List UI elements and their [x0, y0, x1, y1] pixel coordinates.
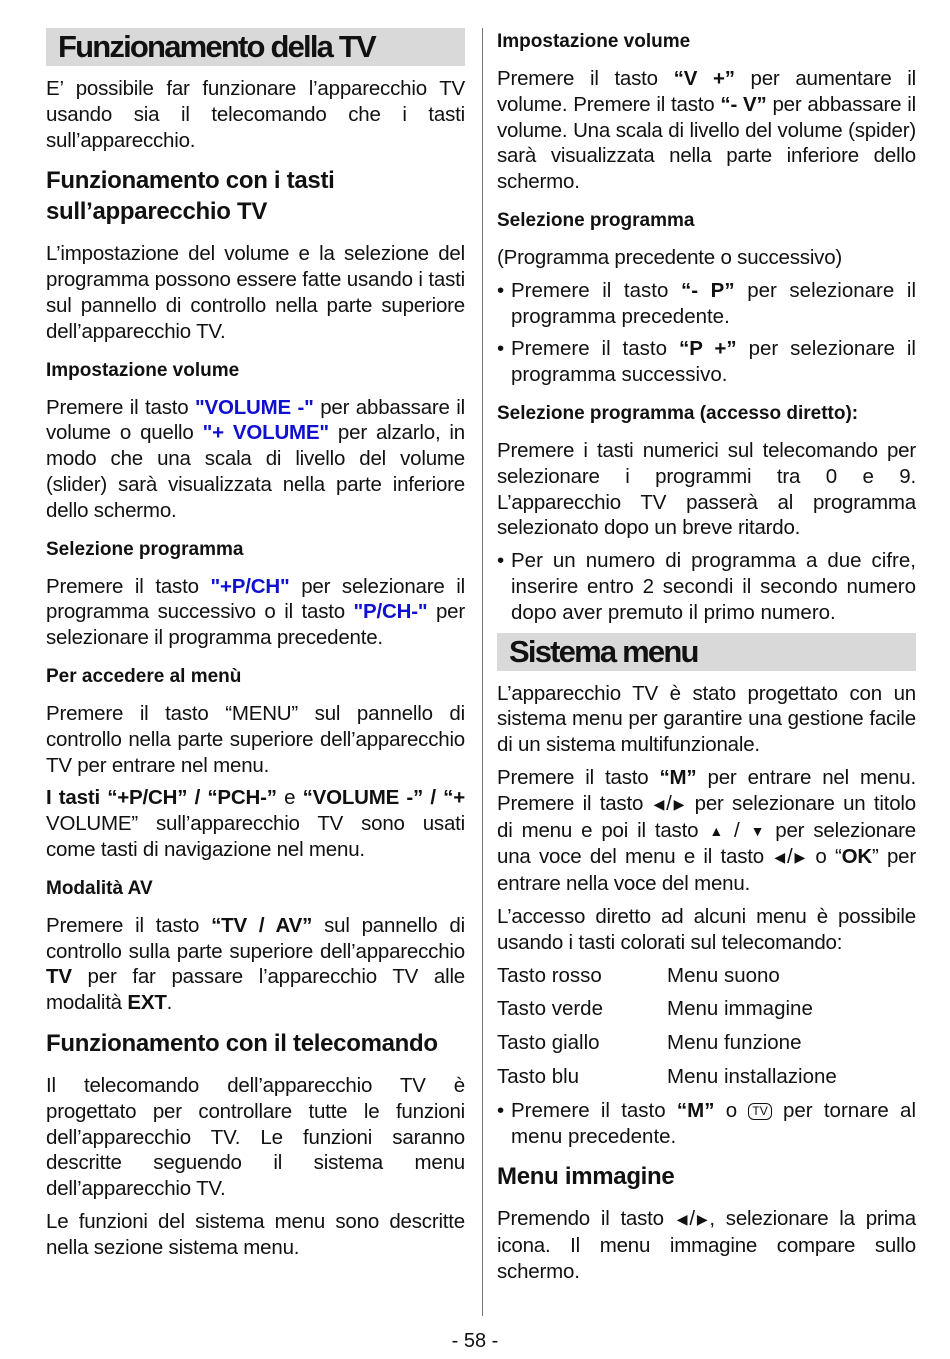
text: Premere il tasto — [511, 1098, 677, 1122]
text: Premere il tasto — [511, 337, 679, 361]
bold-text: "+P/CH" — [210, 574, 290, 598]
bullet-marker: • — [497, 337, 505, 361]
paragraph — [46, 395, 465, 524]
bold-text: "+ VOLUME" — [202, 421, 329, 445]
row-value: Menu immagine — [667, 997, 813, 1021]
text: per entrare nel menu. Premere il tasto — [497, 765, 916, 815]
text: sul pannello di controllo sulla parte superiore dell’apparecchio — [46, 913, 465, 963]
bullet-marker: • — [497, 278, 505, 302]
up-triangle-icon: ▲ — [709, 822, 724, 839]
bullet-item — [497, 336, 916, 388]
bold-text: TV — [46, 965, 72, 989]
heading-selezione-programma-accesso-diretto: Selezione programma (accesso diretto): — [497, 402, 859, 424]
heading-menu-immagine: Menu immagine — [497, 1163, 675, 1191]
text: E’ possibile far funzionare l’apparecchio TV usando sia il telecomando che i tasti sull’apparecchio. — [46, 77, 465, 152]
bullet-item — [497, 548, 916, 625]
row-value: Menu installazione — [667, 1064, 837, 1088]
tv-button-icon: TV — [748, 1103, 771, 1120]
right-triangle-icon: ▶ — [696, 1211, 708, 1228]
text: o “ — [807, 845, 842, 869]
right-triangle-icon: ▶ — [794, 849, 806, 866]
text: / — [666, 791, 672, 815]
bullet-marker: • — [497, 549, 505, 573]
text: per selezionare il programma precedente. — [46, 600, 465, 650]
row-value: Menu suono — [667, 963, 780, 987]
row-key: Tasto rosso — [497, 963, 602, 987]
bold-text: “P +” — [678, 337, 737, 361]
heading-funzionamento-con-il-telecomando: Funzionamento con il telecomando — [46, 1029, 438, 1057]
bold-text: “- V” — [720, 92, 767, 116]
paragraph — [46, 701, 465, 778]
bold-text: "P/CH-" — [353, 600, 428, 624]
color-key-row — [497, 1030, 916, 1056]
paragraph — [497, 66, 916, 195]
heading-sistema-menu: Sistema menu — [497, 633, 916, 671]
text: per abbassare il volume o quello — [46, 395, 465, 445]
bold-text: “V +” — [673, 67, 735, 90]
right-column — [497, 30, 916, 1292]
text: / — [786, 845, 793, 869]
bullet-item — [497, 1098, 916, 1150]
heading-modalita-av: Modalità AV — [46, 877, 153, 899]
row-key: Tasto giallo — [497, 1031, 600, 1055]
heading-selezione-programma: Selezione programma — [497, 209, 695, 231]
bold-text: EXT — [127, 991, 167, 1015]
row-key: Tasto verde — [497, 997, 603, 1021]
right-triangle-icon: ▶ — [673, 795, 685, 812]
color-key-row — [497, 1064, 916, 1090]
text: Premere il tasto “MENU” sul pannello di controllo nella parte superiore dell’apparecchio TV per entrare nel menu. — [46, 701, 465, 777]
text: Premere i tasti numerici sul telecomando per selezionare i programmi tra 0 e 9. L’apparecchio TV passerà al programma selezionato dopo un breve ritardo. — [497, 438, 916, 540]
paragraph — [497, 681, 916, 758]
text: Le funzioni del sistema menu sono descritte nella sezione sistema menu. — [46, 1209, 465, 1259]
heading-per-accedere-al-menu: Per accedere al menù — [46, 665, 242, 687]
row-value: Menu funzione — [667, 1031, 802, 1055]
text: per alzarlo, in modo che una scala di livello del volume (slider) sarà visualizzata nella parte inferiore dello schermo. — [46, 421, 465, 522]
bold-text: “VOLUME -” / “+ — [302, 786, 465, 810]
text: Premere il tasto — [46, 395, 195, 419]
text: (Programma precedente o successivo) — [497, 245, 843, 269]
paragraph — [46, 574, 465, 651]
text: L’accesso diretto ad alcuni menu è possibile usando i tasti colorati sul telecomando: — [497, 904, 916, 954]
heading-impostazione-volume: Impostazione volume — [497, 31, 691, 52]
bullet-item — [497, 278, 916, 330]
left-triangle-icon: ◀ — [774, 849, 785, 866]
left-triangle-icon: ◀ — [676, 1211, 688, 1228]
text: per abbassare il volume. Una scala di livello del volume (spider) sarà visualizzata nella parte inferiore dello schermo. — [497, 92, 916, 194]
left-column — [46, 28, 465, 1268]
text: Premere il tasto — [511, 278, 681, 302]
text: Premere il tasto — [497, 67, 674, 90]
paragraph — [46, 241, 465, 344]
text: Premere il tasto — [46, 574, 211, 598]
text: VOLUME” sull’apparecchio TV sono usati come tasti di navigazione nel menu. — [46, 812, 465, 861]
heading-funzionamento-della-tv: Funzionamento della TV — [46, 28, 465, 66]
bold-text: “TV / AV” — [211, 913, 313, 937]
bold-text: “M” — [676, 1098, 715, 1122]
page-number: - 58 - — [451, 1330, 499, 1352]
paragraph — [497, 438, 916, 541]
paragraph — [497, 765, 916, 897]
bullet-marker: • — [497, 1098, 505, 1122]
heading-funzionamento-con-i-tasti-sull-apparecchio-tv: Funzionamento con i tasti sull’apparecchio TV — [46, 167, 335, 226]
text: per tornare al menu precedente. — [511, 1098, 917, 1148]
text: per far passare l’apparecchio TV alle modalità — [46, 965, 465, 1015]
heading-selezione-programma: Selezione programma — [46, 538, 244, 560]
row-key: Tasto blu — [497, 1064, 580, 1088]
bold-text: “M” — [659, 765, 697, 789]
text: ” per entrare nella voce del menu. — [497, 845, 917, 896]
text: Premere il tasto — [46, 913, 212, 937]
text: per selezionare una voce del menu e il tasto — [497, 818, 916, 869]
text: per selezionare il programma precedente. — [511, 278, 916, 328]
text: , selezionare la prima icona. Il menu immagine compare sullo schermo. — [497, 1207, 916, 1283]
text: per selezionare il programma successivo o il tasto — [46, 574, 465, 624]
paragraph — [497, 1206, 916, 1284]
text: . — [166, 991, 173, 1015]
paragraph — [497, 904, 916, 956]
color-key-row — [497, 963, 916, 989]
text: Premendo il tasto — [497, 1207, 675, 1231]
color-key-row — [497, 996, 916, 1022]
text: Il telecomando dell’apparecchio TV è progettato per controllare tutte le funzioni dell’apparecchio TV. Le funzioni saranno descritte seguendo il sistema menu dell’apparecchio TV. — [46, 1073, 465, 1201]
left-triangle-icon: ◀ — [653, 795, 665, 812]
paragraph — [46, 76, 465, 153]
bold-text: “- P” — [680, 278, 735, 302]
text: e — [276, 786, 303, 810]
paragraph — [46, 1209, 465, 1261]
text: per aumentare il volume. Premere il tasto — [497, 67, 916, 116]
bold-text: OK — [841, 845, 872, 869]
text: per selezionare il programma successivo. — [511, 337, 916, 387]
bold-text: "VOLUME -" — [194, 395, 314, 419]
text: o — [714, 1098, 749, 1122]
text: per selezionare un titolo di menu e poi il tasto — [497, 791, 916, 842]
down-triangle-icon: ▼ — [750, 822, 765, 839]
column-divider — [482, 28, 483, 1316]
text: / — [725, 818, 749, 842]
text: Per un numero di programma a due cifre, inserire entro 2 secondi il secondo numero dopo aver premuto il primo numero. — [511, 549, 916, 624]
text: L’impostazione del volume e la selezione del programma possono essere fatte usando i tasti sul pannello di controllo nella parte superiore dell’apparecchio TV. — [46, 242, 465, 343]
heading-impostazione-volume: Impostazione volume — [46, 359, 240, 381]
text: Premere il tasto — [497, 765, 660, 789]
paragraph — [46, 785, 465, 862]
paragraph — [497, 245, 916, 271]
text: / — [689, 1207, 695, 1231]
paragraph — [46, 1073, 465, 1202]
text: L’apparecchio TV è stato progettato con un sistema menu per garantire una gestione facile di un sistema multifunzionale. — [497, 681, 916, 757]
bold-text: I tasti “+P/CH” / “PCH-” — [46, 786, 277, 810]
paragraph — [46, 913, 465, 1016]
